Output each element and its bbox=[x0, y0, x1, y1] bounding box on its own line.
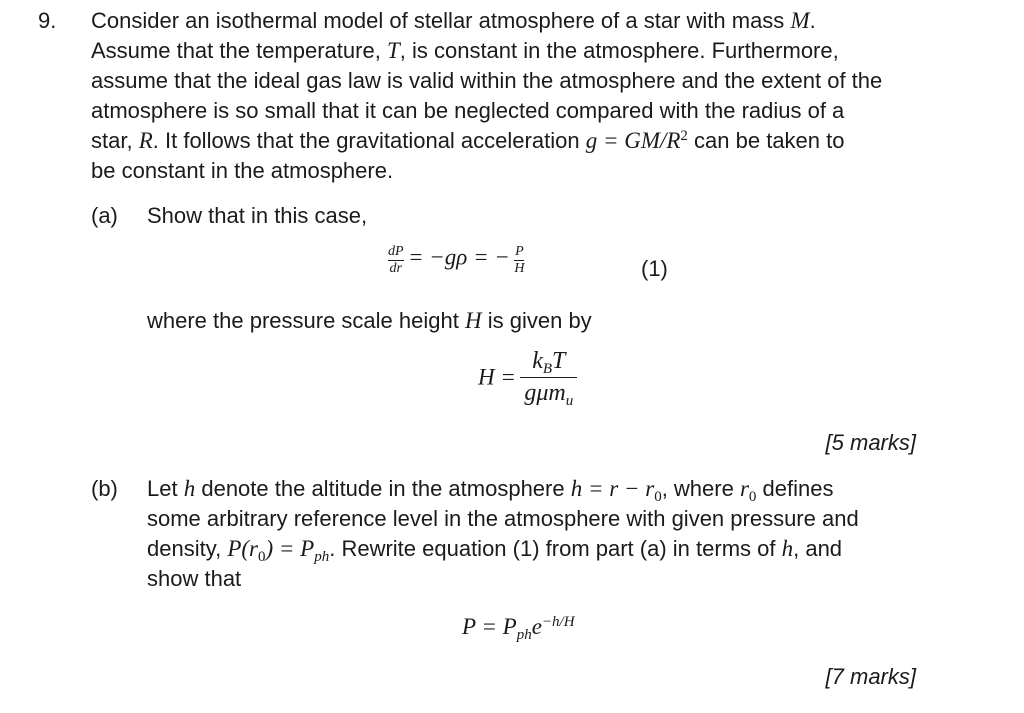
part-a-lead: Show that in this case, bbox=[147, 203, 368, 228]
mu-subscript: u bbox=[565, 393, 574, 409]
text: Consider an isothermal model of stellar atmosphere of a star with mass bbox=[91, 8, 785, 33]
g-mu-m: gμm bbox=[524, 380, 566, 406]
fraction-den: dr bbox=[389, 261, 402, 276]
math-r0 bbox=[739, 476, 757, 505]
equation-1 bbox=[388, 244, 524, 277]
kb-subscript: B bbox=[542, 361, 553, 377]
intro-line-4: atmosphere is so small that it can be neglected compared with the radius of a bbox=[91, 98, 845, 123]
part-b-line-1 bbox=[147, 474, 834, 504]
exp-base: e bbox=[531, 614, 542, 639]
part-b-label: (b) bbox=[91, 476, 118, 501]
text: Assume that the temperature, bbox=[91, 38, 381, 63]
p-r0-close: ) = P bbox=[265, 536, 315, 561]
gravity-eq-text: g = GM/R bbox=[585, 128, 681, 153]
altitude-eq-text: h = r − r bbox=[570, 476, 655, 501]
intro-line-5 bbox=[91, 126, 845, 156]
fraction-num: P bbox=[515, 244, 524, 259]
kb-k: k bbox=[532, 348, 543, 374]
equation-1-tag: (1) bbox=[641, 256, 668, 281]
part-a-marks: [5 marks] bbox=[825, 430, 916, 455]
fraction-dp-dr bbox=[388, 244, 404, 277]
math-T: T bbox=[386, 38, 400, 63]
question-number: 9. bbox=[38, 8, 57, 33]
math-R: R bbox=[138, 128, 153, 153]
text: . Rewrite equation (1) from part (a) in terms of bbox=[329, 536, 776, 561]
equation-lhs: H = bbox=[478, 364, 516, 390]
text: defines bbox=[762, 476, 834, 501]
equation-barometric bbox=[462, 614, 575, 643]
fraction-den bbox=[520, 378, 577, 407]
math-H: H bbox=[464, 308, 482, 333]
fraction-p-h bbox=[514, 244, 524, 277]
ph-subscript: ph bbox=[516, 627, 532, 643]
gravity-equation bbox=[586, 128, 688, 153]
text: can be taken to bbox=[694, 128, 845, 153]
math-h: h bbox=[183, 476, 196, 501]
math-M: M bbox=[790, 8, 810, 33]
text: where the pressure scale height bbox=[147, 308, 459, 333]
gravity-eq-exponent: 2 bbox=[680, 128, 688, 144]
part-b-marks: [7 marks] bbox=[825, 664, 916, 689]
equation-1-middle: = −gρ = − bbox=[408, 244, 510, 270]
r0-subscript: 0 bbox=[654, 489, 662, 505]
text: , and bbox=[793, 536, 843, 561]
ph-subscript: ph bbox=[314, 549, 330, 565]
part-a-label: (a) bbox=[91, 203, 118, 228]
fraction-den: H bbox=[514, 261, 525, 276]
equation-scale-height bbox=[478, 348, 577, 407]
pressure-reference-equation bbox=[227, 536, 330, 565]
text: Let bbox=[147, 476, 178, 501]
intro-line-6: be constant in the atmosphere. bbox=[91, 158, 394, 183]
barometric-lhs: P = P bbox=[462, 614, 517, 639]
part-a-where bbox=[147, 306, 592, 336]
fraction-num: dP bbox=[388, 244, 404, 259]
text: density, bbox=[147, 536, 222, 561]
r-symbol: r bbox=[739, 476, 749, 501]
text: is given by bbox=[487, 308, 592, 333]
fraction-num bbox=[520, 348, 577, 378]
intro-line-3: assume that the ideal gas law is valid within the atmosphere and the extent of the bbox=[91, 68, 883, 93]
altitude-equation bbox=[570, 476, 662, 505]
text: . It follows that the gravitational acceleration bbox=[152, 128, 580, 153]
p-r0-open: P(r bbox=[227, 536, 258, 561]
part-b-line-2: some arbitrary reference level in the atmosphere with given pressure and bbox=[147, 506, 859, 531]
fraction-scale-height bbox=[520, 348, 577, 407]
intro-line-2 bbox=[91, 36, 839, 66]
exponent: −h/H bbox=[541, 614, 575, 630]
temp-T: T bbox=[552, 348, 566, 374]
part-b-line-4: show that bbox=[147, 566, 242, 591]
r0-subscript: 0 bbox=[257, 549, 266, 565]
part-b-line-3 bbox=[147, 534, 842, 564]
math-h: h bbox=[781, 536, 794, 561]
r0-subscript: 0 bbox=[748, 489, 757, 505]
text: , is constant in the atmosphere. Furthermore, bbox=[399, 38, 839, 63]
text: denote the altitude in the atmosphere bbox=[201, 476, 565, 501]
text: star, bbox=[91, 128, 133, 153]
text: , where bbox=[661, 476, 734, 501]
text: . bbox=[809, 8, 816, 33]
intro-line-1 bbox=[91, 6, 816, 36]
